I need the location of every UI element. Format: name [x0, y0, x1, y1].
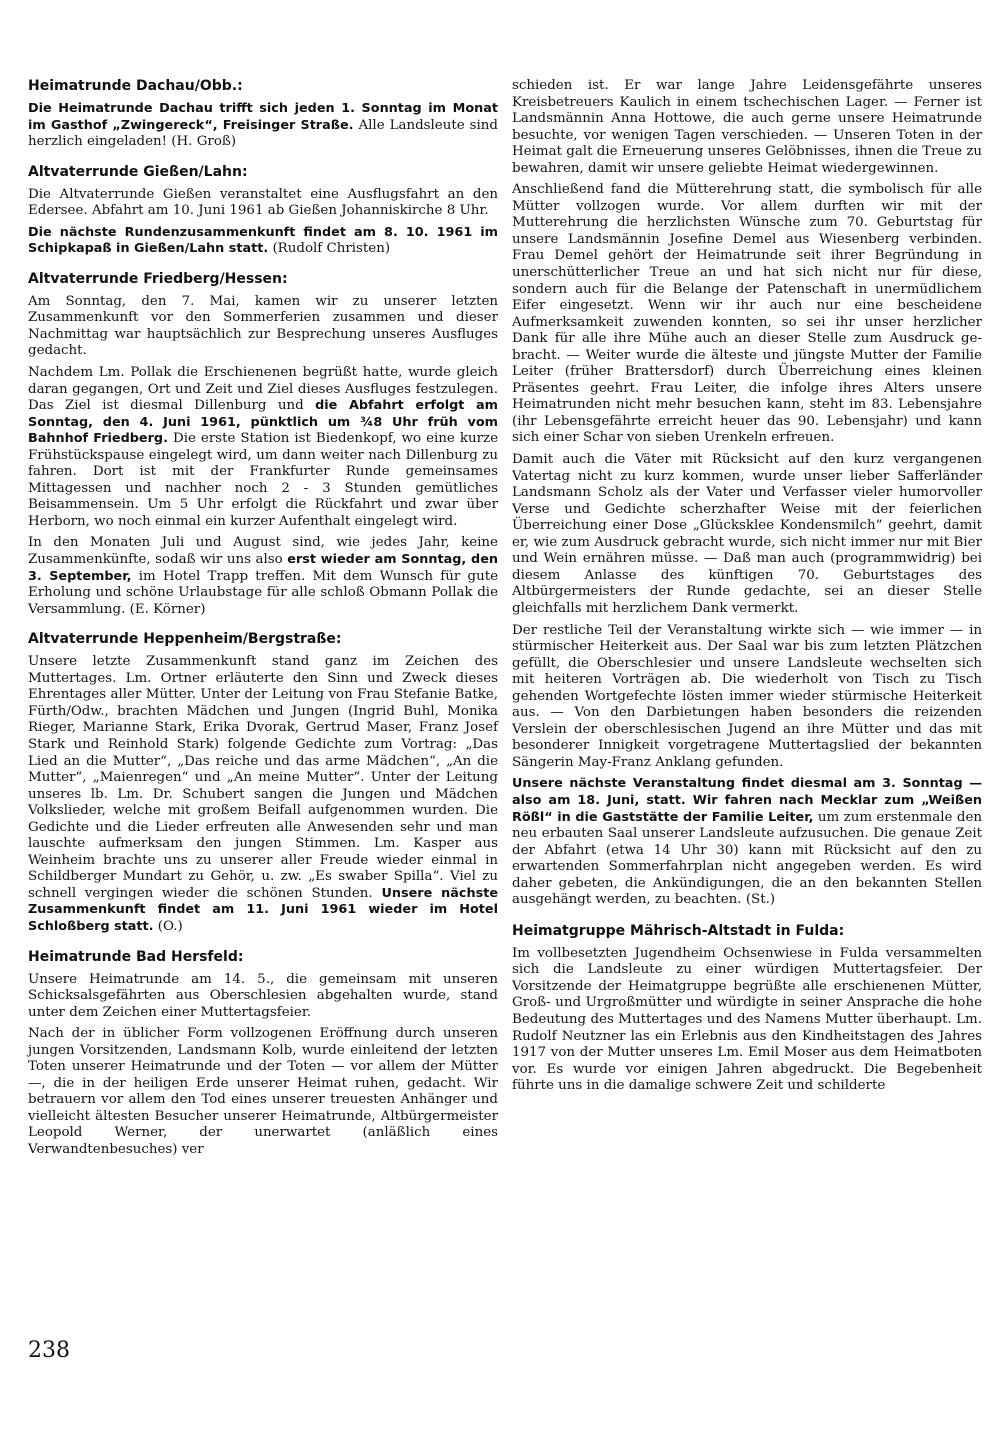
text-run: im Hotel Trapp treffen. Mit dem Wunsch für gute Erholung und schöne Urlaubstage für alle schloß Obmann Pollak die Versammlung. (E. Körner) [28, 568, 498, 617]
paragraph [512, 776, 982, 908]
text-run: In den Monaten Juli und August sind, wie jedes Jahr, keine Zusammenkünfte, sodaß wir uns also [28, 535, 498, 568]
bold-announcement: Unsere nächste Zusammenkunft findet am 11. Juni 1961 wieder im Hotel Schloßberg statt. [28, 885, 498, 934]
paragraph: Damit auch die Väter mit Rücksicht auf den kurz vergangenen Vatertag nicht zu kurz kommen, wurde unser lieber Safferländer Landsmann Scholz als der Vater und Verfasser vieler humorvoller Verse und Gedichte scherzhafter Weise mit der feierlichen Überreichung einer Dose „Glücksklee Kondensmilch“ geehrt, damit er, wie zum Ausdruck gebracht wurde, sich nicht immer nur mit Bier und Wein ernähren müsse. — Daß man auch (programmwidrig) bei diesem Anlasse des künftigen 70. Geburtstages des Altbürgermeisters der Runde gedachte, sei an dieser Stelle gleichfalls mit herzlichem Dank vermerkt. [512, 452, 982, 616]
section-heading: Altvaterrunde Gießen/Lahn: [28, 163, 248, 180]
text-run: Alle Landsleute sind herzlich eingeladen! (H. Groß) [28, 117, 498, 150]
section-heading: Altvaterrunde Friedberg/Hessen: [28, 270, 288, 287]
text-run: Unsere letzte Zusammenkunft stand ganz im Zeichen des Muttertages. Lm. Ortner erläuterte den Sinn und Zweck dieses Ehrentages aller Mütter. Unter der Leitung von Frau Stefanie Batke, Fürth/Odw., brachten Mädchen und Jungen (Ingrid Buhl, Monika Rieger, Marianne Stark, Erika Dvorak, Gertrud Maser, Franz Josef Stark und Reinhold Stark) folgende Gedichte zum Vortrag: „Das Lied an die Mutter“, „Das reiche und das arme Mädchen“, „An die Mutter“, „Maienregen“ und „An meine Mutter“. Unter der Leitung unseres lb. Lm. Dr. Schubert sangen die Jungen und Mädchen Volkslieder, welche mit großem Beifall aufgenommen wurden. Die Gedichte und die Lieder erfreuten alle Anwesenden sehr und man lauschte aufmerksam den jungen Stimmen. Lm. Kasper aus Weinheim brachte uns zu unserer aller Freude wieder einmal in Schildberger Mundart zu Gehör, u. zw. „Es swaber Spilla“. Viel zu schnell vergingen wieder die schönen Stunden. [28, 654, 498, 901]
text-run: (O.) [153, 918, 183, 934]
section-heppenheim [28, 631, 498, 935]
bold-announcement: Die nächste Rundenzusammenkunft findet am 8. 10. 1961 im Schipkapaß in Gießen/Lahn statt. [28, 224, 498, 257]
section-heading: Heimatgruppe Mährisch-Altstadt in Fulda: [512, 922, 845, 939]
section-heading: Altvaterrunde Heppenheim/Bergstraße: [28, 631, 342, 648]
right-column [512, 78, 982, 1100]
section-friedberg [28, 271, 498, 618]
section-heading: Heimatrunde Bad Hersfeld: [28, 948, 244, 965]
bold-announcement: erst wieder am Sonntag, den 3. September, [28, 552, 498, 584]
section-bad-hersfeld [28, 949, 498, 1159]
section-dachau [28, 78, 498, 151]
bold-announcement: Die Heimatrunde Dachau trifft sich jeden 1. Sonntag im Monat im Gasthof „Zwingereck“, Freisinger Straße. [28, 101, 498, 133]
text-run: Die erste Station ist Biedenkopf, wo eine kurze Frühstückspause eingelegt wird, um dann weiter nach Dillenburg zu fahren. Dort ist mit der Frankfurter Runde gemeinsames Mittagessen und nachher noch 2 - 3 Stunden gemütliches Beisammensein. Um 5 Uhr erfolgt die Rückfahrt und zwar über Herborn, wo noch einmal ein kurzer Aufenthalt eingelegt wird. [28, 431, 498, 529]
paragraph: Am Sonntag, den 7. Mai, kamen wir zu unserer letzten Zusammenkunft vor den Sommerferien zusammen und dieser Nachmittag war hauptsächlich zur Besprechung unseres Ausfluges gedacht. [28, 293, 498, 359]
section-giessen [28, 164, 498, 258]
paragraph: Anschließend fand die Mütterehrung statt, die symbolisch für alle Mütter vollzogen wurde. Vor allem durften wir mit der Mutterehrung die herzlichsten Wünsche zum 70. Geburtstag für unsere Landsmännin Josefine Demel aus Wiesenberg verbinden. Frau Demel gehört der Heimatrunde seit ihrer Begründung in unerschütterlicher Treue an und hat sich nicht nur für diese, sondern auch für die Belange der Patenschaft in unermüdlichem Eifer eingesetzt. Wenn wir ihr auch nur eine bescheidene Aufmerksamkeit zuwenden konnten, so sei ihr unser herzlicher Dank für alle ihre Mühe auch an dieser Stelle zum Ausdruck gebracht. — Weiter wurde die älteste und jüngste Mutter der Familie Leiter (früher Brattersdorf) durch Überreichung eines kleinen Präsentes geehrt. Frau Leiter, die infolge ihres Alters unsere Heimatrunden nicht mehr besuchen kann, steht im 83. Lebensjahre (ihr Lebensgefährte erreicht heuer das 90. Lebensjahr) und kann sich einer Schar von sieben Urenkeln erfreuen. [512, 182, 982, 446]
page-number: 238 [28, 1338, 70, 1363]
paragraph: Der restliche Teil der Veranstaltung wirkte sich — wie immer — in stürmischer Heiterkeit aus. Der Saal war bis zum letzten Plätzchen gefüllt, die Oberschlesier und unsere Landsleute wechselten sich mit heiteren Vorträgen ab. Die wiederholt von Tisch zu Tisch gehenden Wortgefechte lösten immer wieder stürmische Heiterkeit aus. — Von den Darbietungen haben besonders die reizenden Verslein der oberschlesischen Jugend an ihre Mütter und das mit besonderer Innigkeit vorgetragene Muttertagslied der bekannten Sängerin May-Franz Anklang gefunden. [512, 622, 982, 770]
bold-announcement: Unsere nächste Veranstaltung findet diesmal am 3. Sonntag — also am 18. Juni, statt. Wir fahren nach Mecklar zum „Weißen Rößl“ in die Gaststätte der Familie Leiter, [512, 776, 982, 825]
paragraph [28, 535, 498, 618]
bold-announcement: die Abfahrt erfolgt am Sonntag, den 4. Juni 1961, pünktlich um ¾8 Uhr früh vom Bahnhof Friedberg. [28, 398, 498, 447]
text-run: (Rudolf Christen) [268, 241, 391, 257]
paragraph [28, 101, 498, 151]
text-run: um zum erstenmale den neu erbauten Saal unserer Landsleute aufzusuchen. Die genaue Zeit der Abfahrt (etwa 14 Uhr 30) kann mit Rücksicht auf den zu erwartenden Sommerfahrplan nicht angegeben werden. Es wird daher gebeten, die Ankündigungen, die an den bekannten Stellen ausgehängt werden, zu beachten. (St.) [512, 809, 982, 908]
left-column [28, 78, 498, 1172]
paragraph: schieden ist. Er war lange Jahre Leidensgefährte unseres Kreisbetreuers Kaulich in einem tschechischen Lager. — Ferner ist Landsmännin Anna Hottowe, die auch gerne unsere Heimatrunde besuchte, vor wenigen Tagen verschieden. — Unseren Toten in der Heimat galt die Erneuerung unseres Gelöbnisses, ihnen die Treue zu bewahren, damit wir unsere geliebte Heimat wiedergewinnen. [512, 78, 982, 176]
section-heading: Heimatrunde Dachau/Obb.: [28, 78, 243, 94]
paragraph [28, 654, 498, 935]
paragraph: Die Altvaterrunde Gießen veranstaltet eine Ausflugsfahrt an den Edersee. Abfahrt am 10. Juni 1961 ab Gießen Johanniskirche 8 Uhr. [28, 186, 498, 219]
text-run: Nachdem Lm. Pollak die Erschienenen begrüßt hatte, wurde gleich daran gegangen, Ort und Zeit und Ziel dieses Ausfluges festzulegen. Das Ziel ist diesmal Dillenburg und [28, 365, 498, 414]
paragraph: Im vollbesetzten Jugendheim Ochsenwiese in Fulda versammelten sich die Landsleute zu einer würdigen Muttertagsfeier. Der Vorsitzende der Heimatgruppe begrüßte alle erschienenen Mütter, Groß- und Urgroßmütter und würdigte in seiner Ansprache die hohe Bedeutung des Muttertages und des Namens Mutter überhaupt. Lm. Rudolf Neutzner las ein Erlebnis aus den Kindheitstagen des Jahres 1917 von der Mutter unseres Lm. Emil Moser aus dem Heimatboten vor. Es wurde vor einigen Jahren abgedruckt. Die Begebenheit führte uns in die damalige schwere Zeit und schilderte [512, 945, 982, 1094]
paragraph [28, 365, 498, 530]
paragraph: Nach der in üblicher Form vollzogenen Eröffnung durch unseren jungen Vorsitzenden, Landsmann Kolb, wurde einleitend der letzten Toten unserer Heimatrunde und der Toten — vor allem der Mütter —, die in der heiligen Erde unserer Heimat ruhen, gedacht. Wir betrauern vor allem den Tod eines unserer treuesten Anhänger und vielleicht ältesten Besucher unserer Heimatrunde, Altbürgermeister Leopold Werner, der unerwartet (anläßlich eines Verwandtenbesuches) ver [28, 1026, 498, 1157]
paragraph [28, 225, 498, 258]
paragraph: Unsere Heimatrunde am 14. 5., die gemeinsam mit unseren Schicksalsgefährten aus Oberschlesien abgehalten wurde, stand unter dem Zeichen einer Muttertagsfeier. [28, 971, 498, 1020]
